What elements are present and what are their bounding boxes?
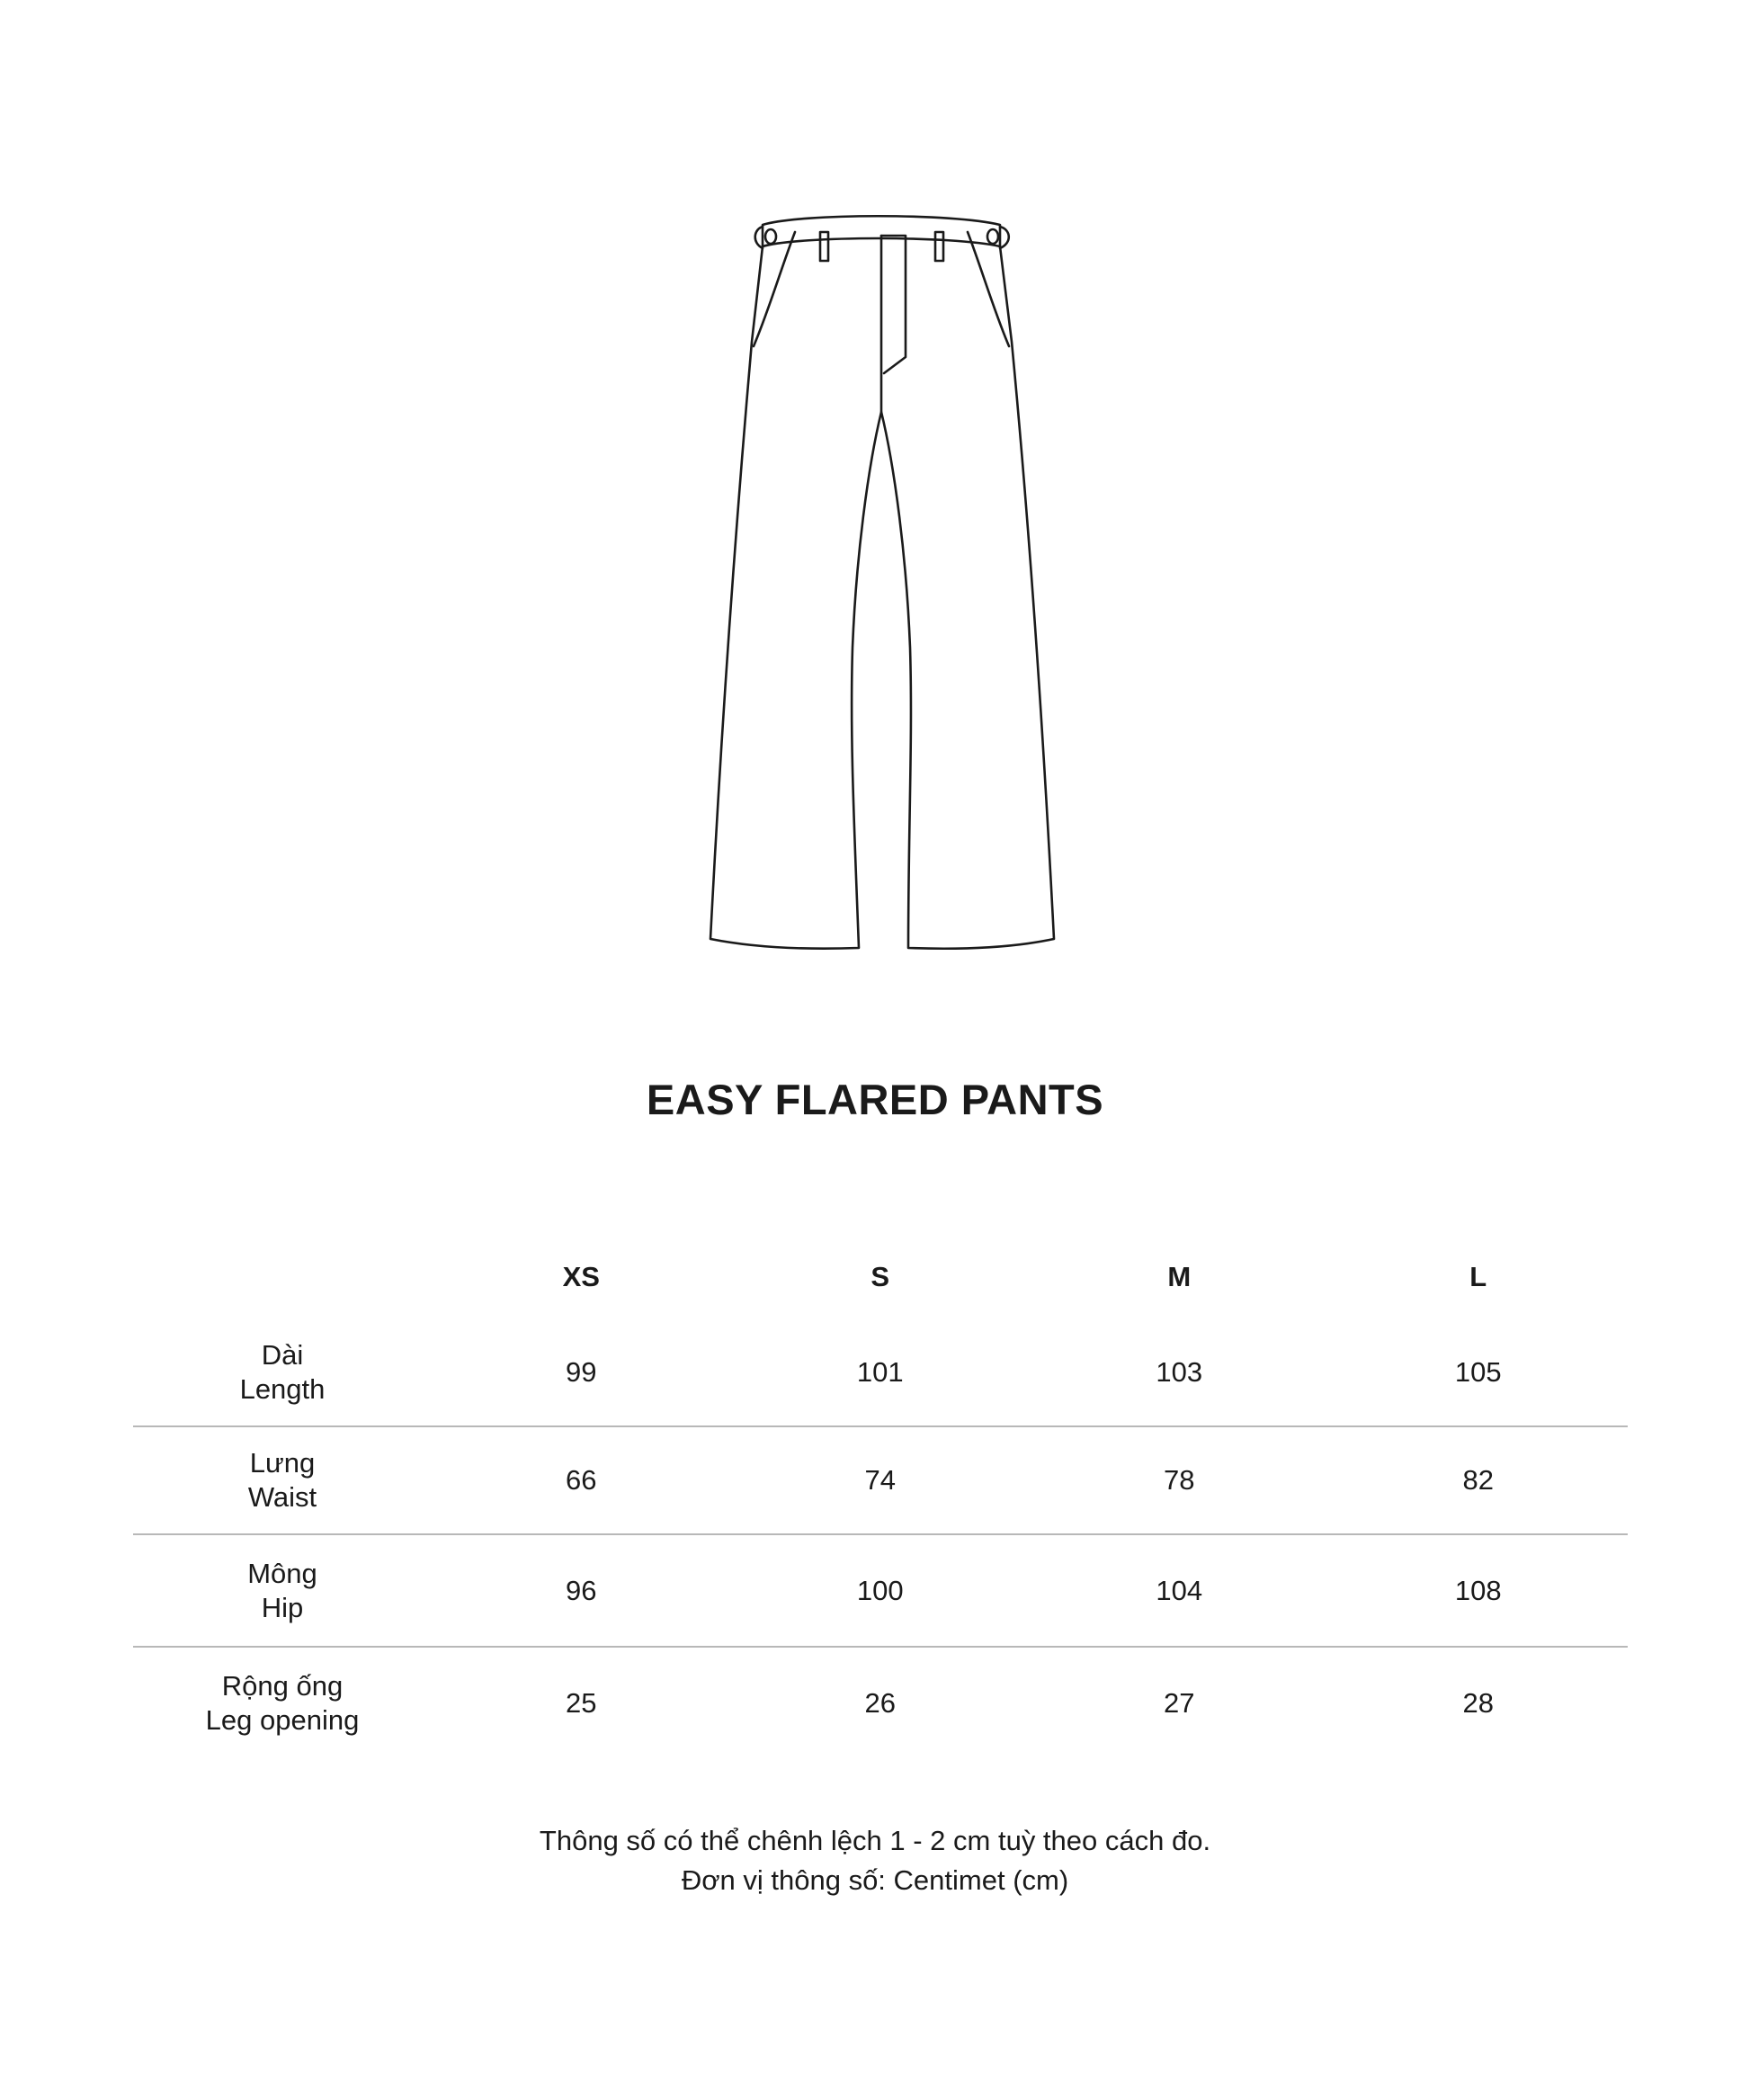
row-label — [133, 1534, 432, 1647]
note-unit: Đơn vị thông số: Centimet (cm) — [681, 1864, 1069, 1896]
flared-pants-illustration — [0, 0, 1750, 989]
right-side-tab — [1000, 227, 1009, 248]
fly-placket — [881, 236, 906, 373]
table-row-length — [133, 1318, 1628, 1426]
table-row-leg-opening — [133, 1647, 1628, 1759]
size-chart-table — [133, 1241, 1628, 1759]
row-label — [133, 1318, 432, 1426]
measurement-note — [0, 1821, 1750, 1900]
row-label-vi: Rộng ống — [221, 1670, 344, 1702]
table-cell: 26 — [864, 1687, 896, 1719]
row-label-vi: Lưng — [249, 1447, 316, 1479]
table-cell: 108 — [1454, 1574, 1502, 1606]
table-cell: 27 — [1164, 1687, 1195, 1719]
table-cell: 96 — [566, 1574, 597, 1606]
table-cell: 101 — [856, 1355, 904, 1388]
table-cell: 66 — [566, 1464, 597, 1496]
table-cell: 99 — [566, 1355, 597, 1388]
table-cell: 78 — [1164, 1464, 1195, 1496]
row-label-en: Hip — [261, 1591, 304, 1623]
table-row-waist — [133, 1426, 1628, 1534]
row-label-en: Waist — [247, 1481, 317, 1513]
header-size-m: M — [1167, 1261, 1192, 1292]
table-cell: 82 — [1462, 1464, 1494, 1496]
table-cell: 103 — [1156, 1355, 1203, 1388]
header-size-l: L — [1469, 1261, 1487, 1292]
table-cell: 28 — [1462, 1687, 1494, 1719]
row-label — [133, 1426, 432, 1534]
product-title: EASY FLARED PANTS — [646, 1076, 1104, 1123]
row-label-en: Leg opening — [205, 1704, 360, 1736]
table-cell: 104 — [1156, 1574, 1203, 1606]
table-row-hip — [133, 1534, 1628, 1647]
table-cell: 100 — [856, 1574, 904, 1606]
size-header-row — [133, 1241, 1628, 1318]
header-blank — [133, 1241, 432, 1318]
left-pocket — [754, 232, 795, 346]
belt-loop-left — [820, 232, 828, 261]
right-pocket — [968, 232, 1009, 346]
table-cell: 105 — [1454, 1355, 1502, 1388]
table-cell: 74 — [864, 1464, 896, 1496]
note-tolerance: Thông số có thể chênh lệch 1 - 2 cm tuỳ theo cách đo. — [539, 1825, 1211, 1856]
row-label-vi: Dài — [261, 1338, 304, 1371]
table-cell: 25 — [566, 1687, 597, 1719]
row-label — [133, 1647, 432, 1759]
header-size-s: S — [871, 1261, 890, 1292]
row-label-vi: Mông — [247, 1557, 317, 1589]
row-label-en: Length — [239, 1372, 326, 1405]
belt-loop-right — [935, 232, 943, 261]
header-size-xs: XS — [562, 1261, 600, 1292]
